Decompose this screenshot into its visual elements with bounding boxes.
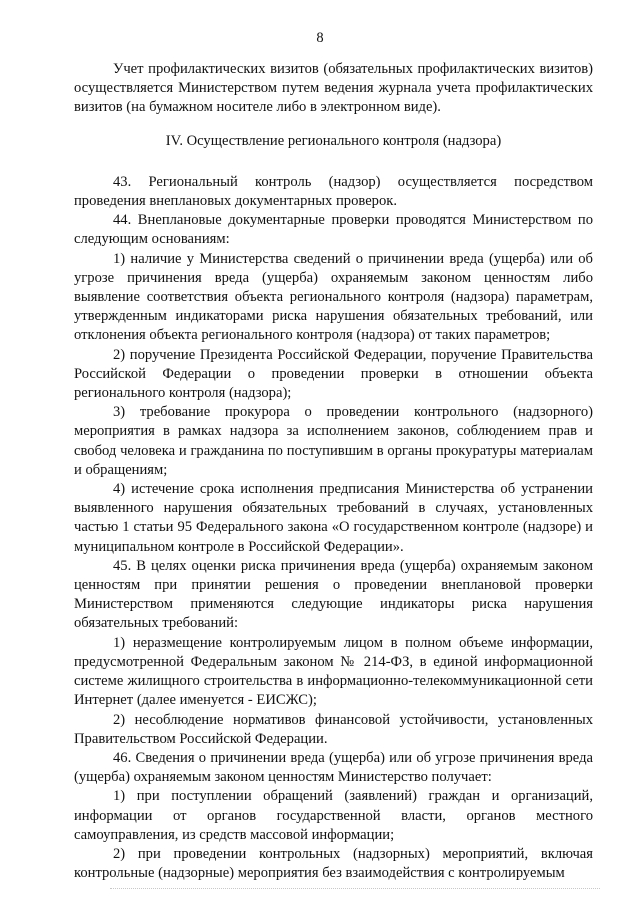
paragraph-44-item-1: 1) наличие у Министерства сведений о причинении вреда (ущерба) или об угрозе причинения вреда (ущерба) охраняемым законом ценностям либо выявление соответствия объекта регионального контроля (надзора) параметрам, утвержденным индикаторами риска нарушения обязательных требований, или отклонения объекта регионального контроля (надзора) от таких параметров; <box>74 250 593 344</box>
paragraph-45-item-2: 2) несоблюдение нормативов финансовой устойчивости, установленных Правительством Российской Федерации. <box>74 711 593 747</box>
page-number: 8 <box>316 30 324 46</box>
paragraph-45: 45. В целях оценки риска причинения вреда (ущерба) охраняемым законом ценностям при принятии решения о проведении внеплановой проверки Министерством применяются следующие индикаторы риска нарушения обязательных требований: <box>74 557 593 632</box>
paragraph-44-item-3: 3) требование прокурора о проведении контрольного (надзорного) мероприятия в рамках надзора за исполнением законов, соблюдением прав и свобод человека и гражданина по поступившим в органы прокуратуры материалам и обращениям; <box>74 404 593 478</box>
document-body <box>74 60 593 883</box>
paragraph-44: 44. Внеплановые документарные проверки проводятся Министерством по следующим основаниям: <box>74 212 593 248</box>
paragraph-46-item-1: 1) при поступлении обращений (заявлений) граждан и организаций, информации от органов государственной власти, органов местного самоуправления, из средств массовой информации; <box>74 788 593 843</box>
page-bottom-divider <box>110 888 600 889</box>
paragraph-visit-accounting: Учет профилактических визитов (обязательных профилактических визитов) осуществляется Министерством путем ведения журнала учета профилактических визитов (на бумажном носителе либо в электронном виде). <box>74 61 593 116</box>
paragraph-45-item-1: 1) неразмещение контролируемым лицом в полном объеме информации, предусмотренной Федеральным законом № 214-ФЗ, в единой информационной системе жилищного строительства в информационно-телекоммуникационной сети Интернет (далее именуется - ЕИСЖС); <box>74 634 593 709</box>
paragraph-44-item-4: 4) истечение срока исполнения предписания Министерства об устранении выявленного нарушения обязательных требований в случаях, установленных частью 1 статьи 95 Федерального закона «О государственном контроле (надзоре) и муниципальном контроле в Российской Федерации». <box>74 481 593 555</box>
section-heading: IV. Осуществление регионального контроля (надзора) <box>165 132 502 149</box>
paragraph-44-item-2: 2) поручение Президента Российской Федерации, поручение Правительства Российской Федерации о проведении проверки в отношении объекта регионального контроля (надзора); <box>74 346 593 402</box>
paragraph-46: 46. Сведения о причинении вреда (ущерба) или об угрозе причинения вреда (ущерба) охраняемым законом ценностям Министерство получает: <box>74 749 593 786</box>
paragraph-43: 43. Региональный контроль (надзор) осуществляется посредством проведения внеплановых документарных проверок. <box>74 173 593 210</box>
paragraph-46-item-2: 2) при проведении контрольных (надзорных) мероприятий, включая контрольные (надзорные) мероприятия без взаимодействия с контролируемым <box>74 845 593 882</box>
